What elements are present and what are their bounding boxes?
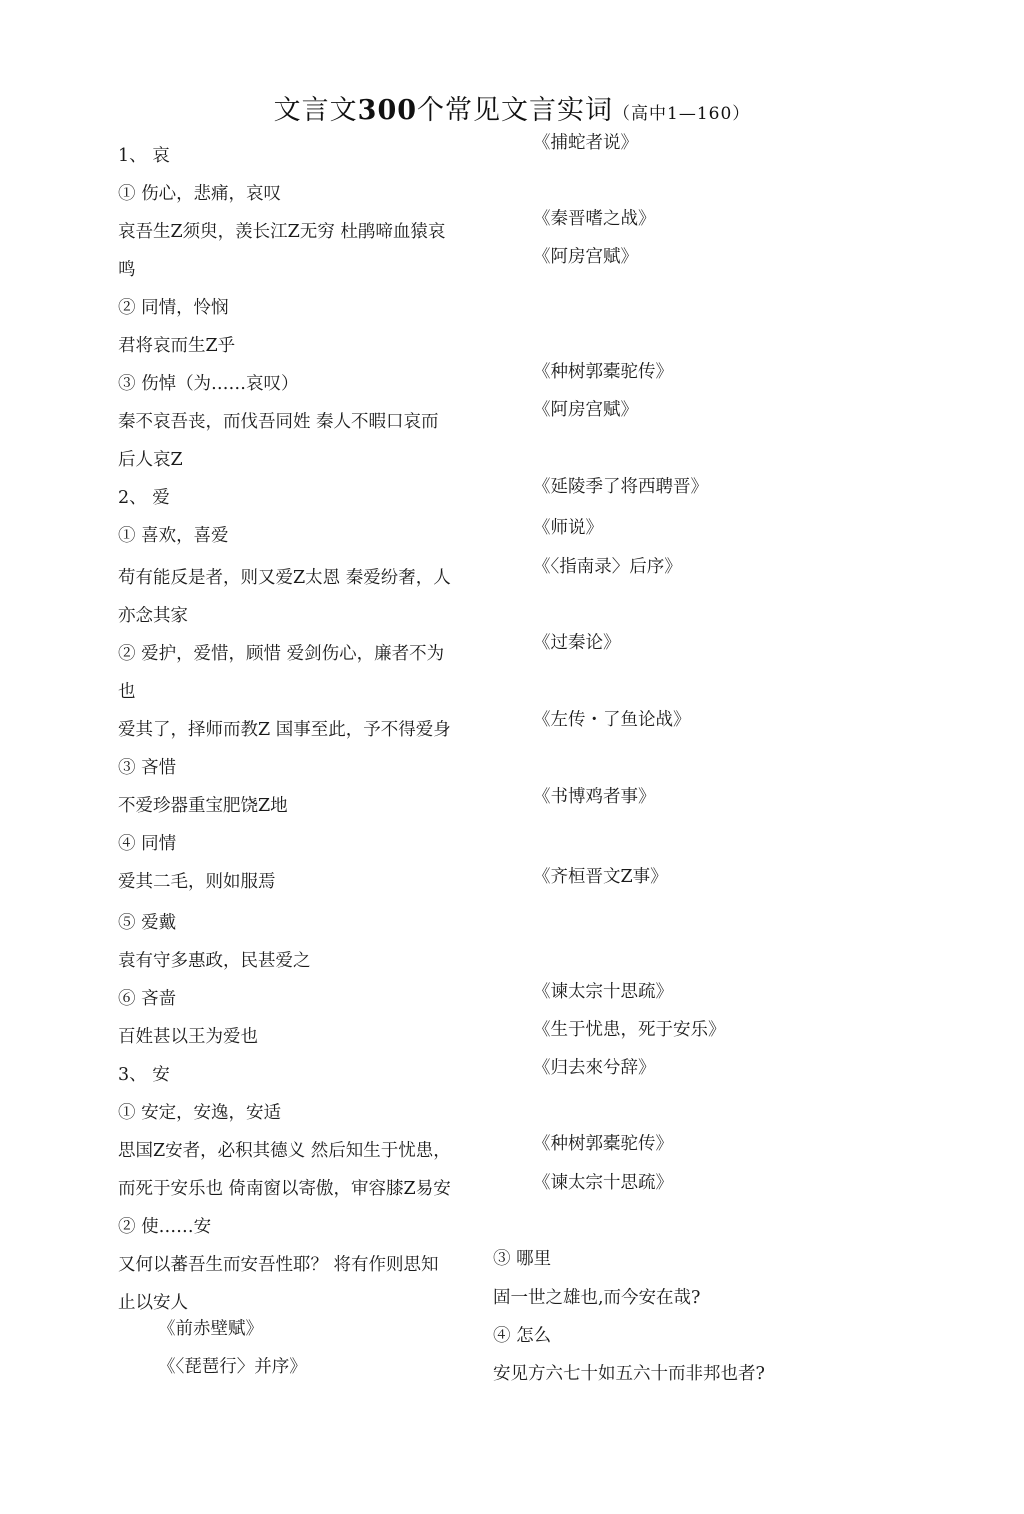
meaning: ③ 伤悼（为……哀叹） (118, 374, 299, 394)
source-title: 《前赤壁赋》 (158, 1319, 263, 1339)
source-title: 《种树郭橐驼传》 (533, 362, 673, 382)
source-title: 《〈琵琶行〉并序》 (158, 1357, 307, 1377)
source-title: 《师说》 (533, 518, 603, 538)
meaning: ⑥ 吝啬 (118, 989, 177, 1009)
meaning: ① 安定，安逸，安适 (118, 1103, 282, 1123)
example: 爱其了，择师而教Z 国事至此，予不得爱身 (118, 720, 451, 740)
example: 又何以蕃吾生而安吾性耶？ 将有作则思知 (118, 1255, 439, 1275)
source-title: 《左传・了鱼论战》 (533, 710, 691, 730)
example: 也 (118, 682, 136, 702)
example: 不爱珍器重宝肥饶Z地 (118, 796, 288, 816)
meaning: ② 同情，怜悯 (118, 298, 229, 318)
source-title: 《秦晋嗜之战》 (533, 209, 656, 229)
example: 百姓甚以王为爱也 (118, 1027, 258, 1047)
source-title: 《谏太宗十思疏》 (533, 982, 673, 1002)
meaning: ① 喜欢，喜爱 (118, 526, 229, 546)
meaning: ④ 怎么 (493, 1326, 552, 1346)
source-title: 《生于忧患，死于安乐》 (533, 1020, 726, 1040)
example: 爱其二毛，则如服焉 (118, 872, 276, 892)
source-title: 《谏太宗十思疏》 (533, 1173, 673, 1193)
source-title: 《延陵季了将西聘晋》 (533, 477, 708, 497)
page-title: 文言文300个常见文言实词（高中1—160） (273, 95, 751, 126)
meaning: ② 使……安 (118, 1217, 212, 1237)
example: 鸣 (118, 260, 136, 280)
example: 君将哀而生Z乎 (118, 336, 236, 356)
source-title: 《〈指南录〉后序》 (533, 557, 682, 577)
example: 苟有能反是者，则又爱Z太恩 秦爱纷奢，人 (118, 568, 451, 588)
example: 固一世之雄也,而今安在哉? (493, 1288, 701, 1308)
example: 哀吾生Z须臾，羡长江Z无穷 杜鹃啼血猿哀 (118, 222, 446, 242)
meaning: ⑤ 爱戴 (118, 913, 177, 933)
entry-heading: 3、 安 (118, 1065, 170, 1085)
source-title: 《归去來兮辞》 (533, 1058, 656, 1078)
source-title: 《书博鸡者事》 (533, 787, 656, 807)
entry-heading: 2、 爱 (118, 488, 170, 508)
meaning: ③ 吝惜 (118, 758, 177, 778)
example: 思国Z安者，必积其德义 然后知生于忧患， (118, 1141, 451, 1161)
source-title: 《种树郭橐驼传》 (533, 1134, 673, 1154)
example: 后人哀Z (118, 450, 183, 470)
example: 秦不哀吾丧，而伐吾同姓 秦人不暇口哀而 (118, 412, 439, 432)
title-range: （高中1—160） (613, 104, 751, 124)
meaning: ④ 同情 (118, 834, 177, 854)
meaning: ③ 哪里 (493, 1249, 552, 1269)
example: 袁有守多惠政，民甚爱之 (118, 951, 311, 971)
example: 而死于安乐也 倚南窗以寄傲，审容膝Z易安 (118, 1179, 451, 1199)
example: 止以安人 (118, 1293, 188, 1313)
meaning: ① 伤心，悲痛，哀叹 (118, 184, 282, 204)
source-title: 《过秦论》 (533, 633, 621, 653)
entry-heading: 1、 哀 (118, 146, 170, 166)
meaning: ② 爱护，爱惜，顾惜 爱剑伤心，廉者不为 (118, 644, 445, 664)
source-title: 《阿房宫赋》 (533, 247, 638, 267)
source-title: 《齐桓晋文Z事》 (533, 867, 668, 887)
source-title: 《阿房宫赋》 (533, 400, 638, 420)
example: 亦念其家 (118, 606, 188, 626)
source-title: 《捕蛇者说》 (533, 133, 638, 153)
example: 安见方六七十如五六十而非邦也者? (493, 1364, 765, 1384)
